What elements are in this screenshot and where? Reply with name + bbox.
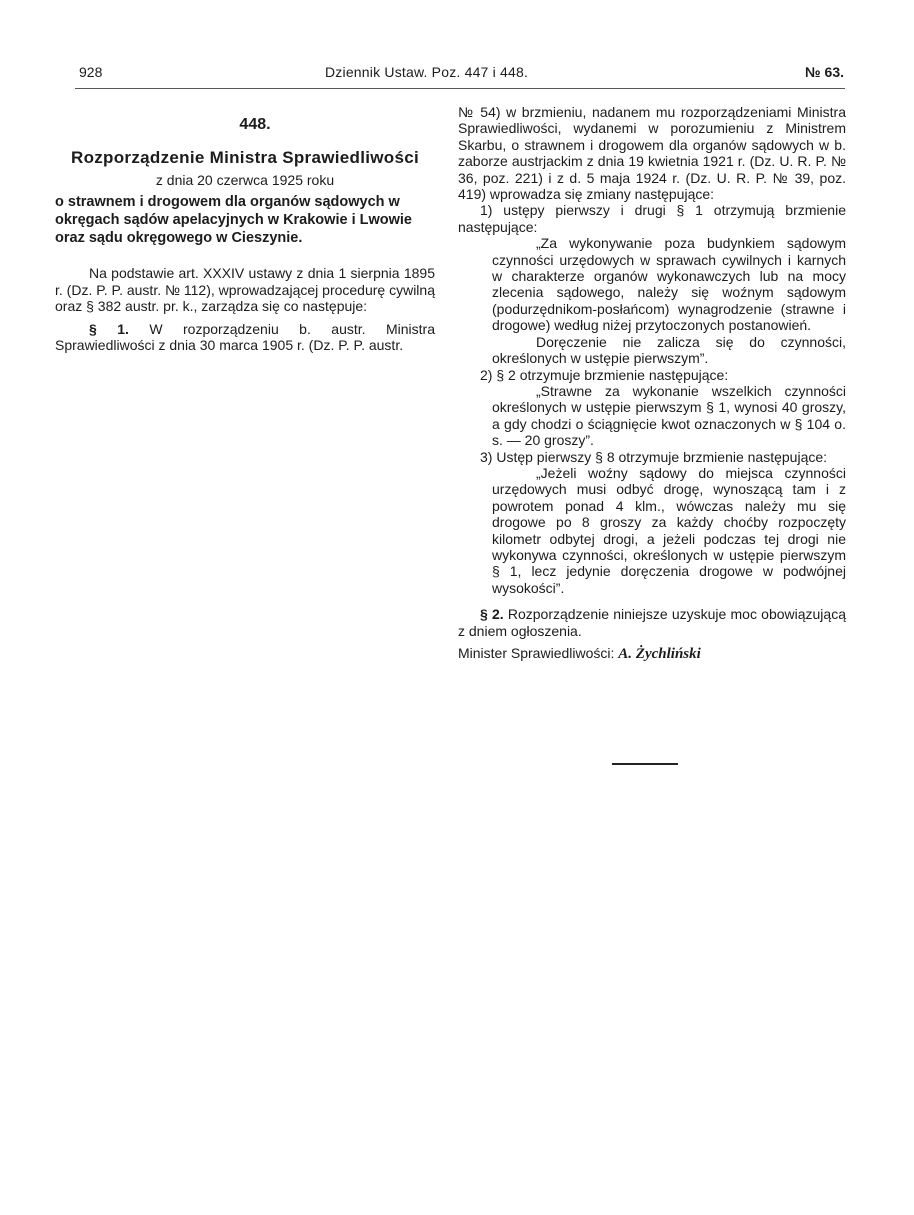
left-column <box>55 96 435 354</box>
section-2-text: Rozporządzenie niniejsze uzyskuje moc obowiązującą z dniem ogłoszenia. <box>458 606 846 639</box>
regulation-subtitle: o strawnem i drogowem dla organów sądowych w okręgach sądów apelacyjnych w Krakowie i Lwowie oraz sądu okręgowego w Cieszynie. <box>55 194 412 246</box>
signature-line <box>458 645 846 663</box>
page-number: 928 <box>79 64 103 80</box>
section-1-paragraph <box>55 321 435 354</box>
signature-role: Minister Sprawiedliwości: <box>458 645 615 661</box>
change-3-quote-text: „Jeżeli woźny sądowy do miejsca czynności urzędowych musi odbyć drogę, wynoszącą tam i z powrotem ponad 4 klm., wówczas należy mu się drogowe po 8 groszy za każdy choćby rozpoczęty kilometr odbytej drogi, a jeżeli podczas tej drogi nie wykonywa czynności, określonych w ustępie pierwszym § 1, lecz jedynie doręczenia drogowe w podwójnej wysokości”. <box>492 464 846 596</box>
change-1-quote-paragraph-2: Doręczenie nie zalicza się do czynności, określonych w ustępie pierwszym”. <box>492 333 846 367</box>
header-divider <box>75 88 845 89</box>
section-1-label: § 1. <box>89 320 129 337</box>
change-2-quote <box>458 383 846 449</box>
regulation-title: Rozporządzenie Ministra Sprawiedliwości <box>71 148 419 167</box>
signature-name: A. Żychliński <box>618 646 701 662</box>
section-1-text-continued: № 54) w brzmieniu, nadanem mu rozporządzeniami Ministra Sprawiedliwości, wydanemi w porozumieniu z Ministrem Skarbu, o strawnem i drogowem dla organów sądowych w b. zaborze austrjackim z dnia 19 kwietnia 1921 r. (Dz. U. R. P. № 36, poz. 221) i z d. 5 maja 1924 r. (Dz. U. R. P. № 39, poz. 419) wprowadza się zmiany następujące: <box>458 104 846 203</box>
right-column <box>458 104 846 663</box>
section-2-paragraph <box>458 606 846 639</box>
section-2-label: § 2. <box>480 606 504 623</box>
preamble: Na podstawie art. XXXIV ustawy z dnia 1 sierpnia 1895 r. (Dz. P. P. austr. № 112), wprowadzającej procedurę cywilną oraz § 382 austr. pr. k., zarządza się co następuje: <box>55 265 435 315</box>
regulation-date: z dnia 20 czerwca 1925 roku <box>155 172 335 188</box>
change-1-quote-paragraph-1: „Za wykonywanie poza budynkiem sądowym czynności urzędowych w sprawach cywilnych i karnych w charakterze organów wykonawczych lub na mocy zlecenia sądowego, należy się woźnym sądowym (podurzędnikom-posłańcom) wynagrodzenie (strawne i drogowe) według niżej przytoczonych postanowień. <box>492 235 846 334</box>
section-1-text-start: W rozporządzeniu b. austr. Ministra Sprawiedliwości z dnia 30 marca 1905 r. (Dz. P. P. austr. <box>55 320 435 354</box>
position-number: 448. <box>239 116 271 133</box>
issue-number: № 63. <box>805 64 844 80</box>
change-2-quote-text: „Strawne za wykonanie wszelkich czynności określonych w ustępie pierwszym § 1, wynosi 40 groszy, a gdy chodzi o ściągnięcie kwot oznaczonych w § 104 o. s. — 20 groszy”. <box>492 382 846 449</box>
change-2-intro: 2) § 2 otrzymuje brzmienie następujące: <box>480 366 729 383</box>
change-1-intro: 1) ustępy pierwszy i drugi § 1 otrzymują brzmienie następujące: <box>458 202 846 235</box>
end-divider <box>612 763 678 765</box>
change-3-intro: 3) Ustęp pierwszy § 8 otrzymuje brzmienie następujące: <box>480 448 828 465</box>
running-header <box>75 64 844 84</box>
change-3-quote <box>458 465 846 596</box>
change-1-quote <box>458 235 846 366</box>
journal-title: Dziennik Ustaw. Poz. 447 i 448. <box>325 64 529 80</box>
